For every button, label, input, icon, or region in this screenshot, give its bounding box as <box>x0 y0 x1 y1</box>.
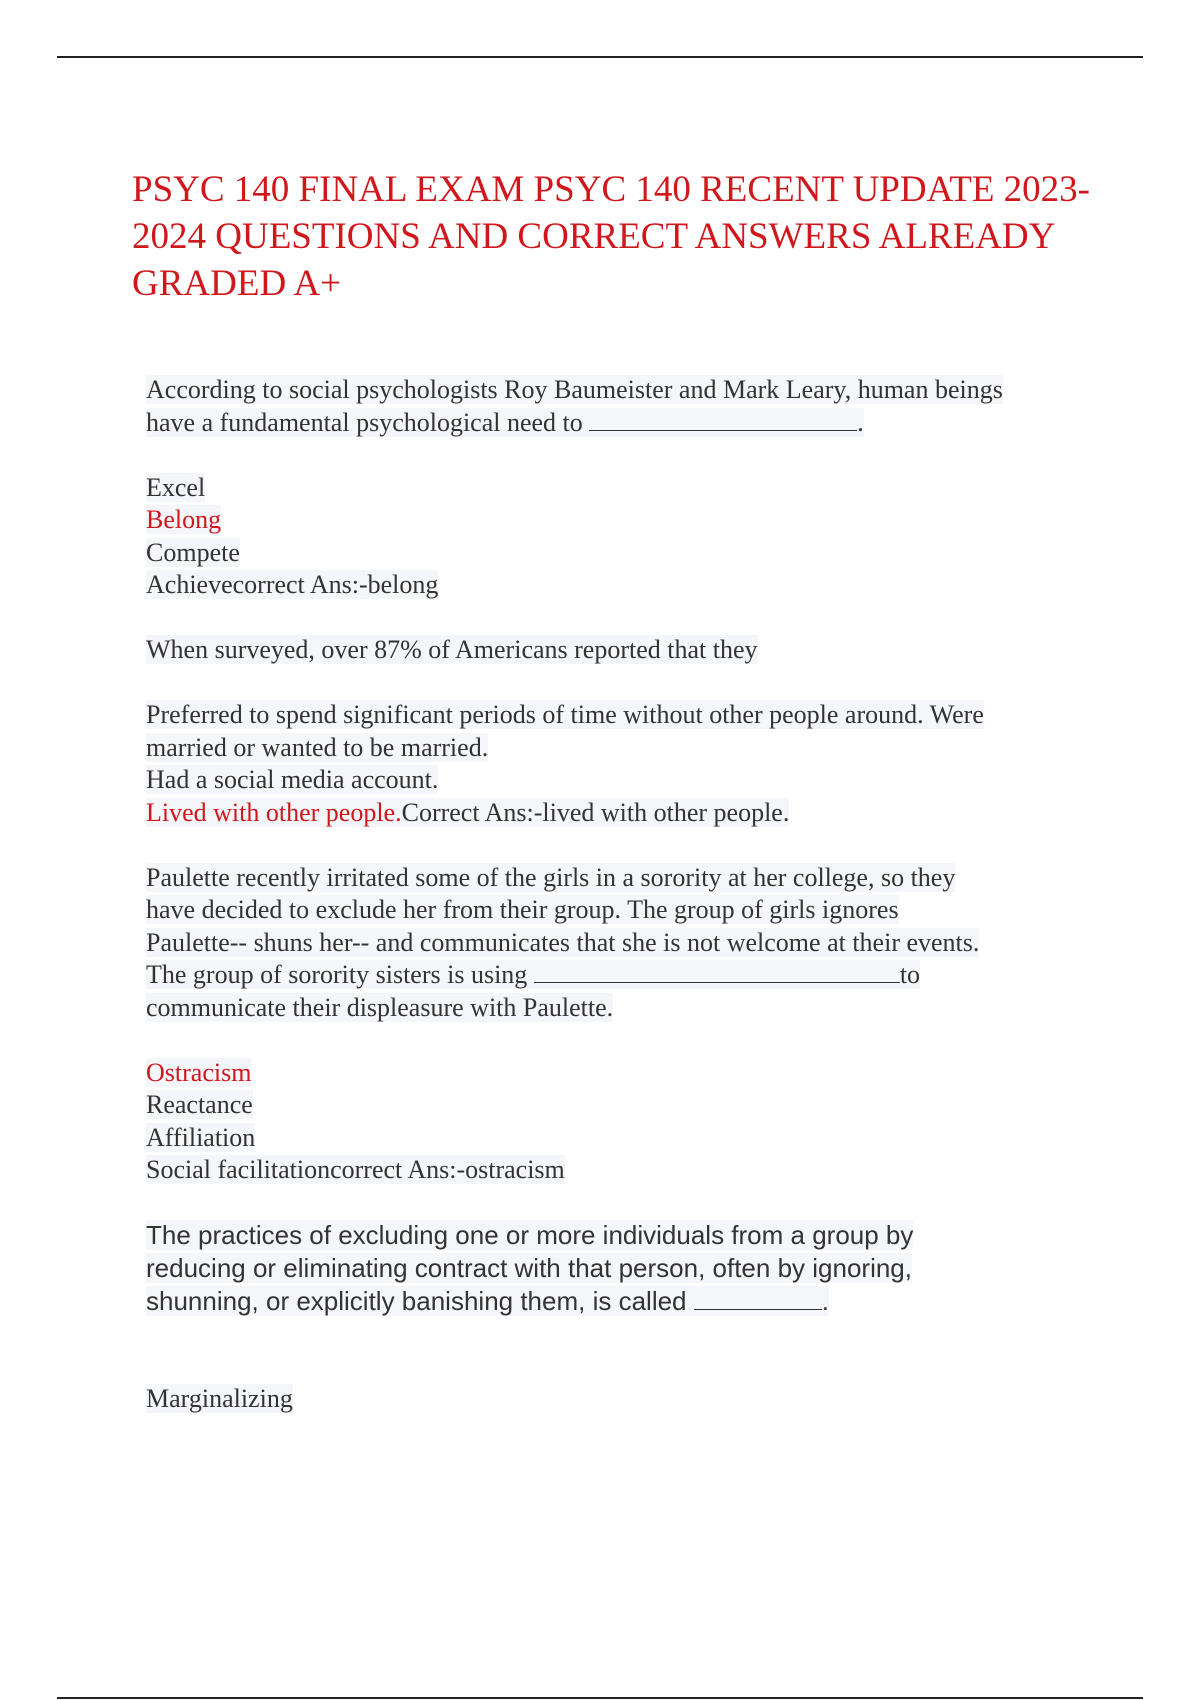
document-body <box>146 374 1106 1416</box>
question-2 <box>146 634 1106 829</box>
correct-answer-note: Correct Ans:-lived with other people. <box>401 797 790 827</box>
question-prompt: have a fundamental psychological need to <box>146 407 583 437</box>
correct-answer-option: Belong <box>146 505 222 534</box>
answer-option: Had a social media account. <box>146 765 439 794</box>
question-prompt: The practices of excluding one or more individuals from a group by <box>146 1220 914 1250</box>
answer-blank <box>534 981 900 983</box>
question-4: The practices of excluding one or more individuals from a group by reducing or eliminating contract with that person, often by ignoring, shunning, or explicitly banishing them, is called . <box>146 1220 914 1316</box>
answer-blank <box>589 429 857 431</box>
answer-option: Social facilitation <box>146 1155 331 1184</box>
correct-answer-option: Lived with other people. <box>146 797 402 827</box>
answer-option: Excel <box>146 472 206 502</box>
answer-option: Marginalizing <box>146 1384 293 1413</box>
footer-rule <box>57 1697 1143 1699</box>
answer-option: Reactance <box>146 1090 253 1119</box>
answer-option: Preferred to spend significant periods of time without other people around. Were <box>146 700 984 729</box>
question-prompt: When surveyed, over 87% of Americans reported that they <box>146 635 758 664</box>
answer-option: Achieve <box>146 570 233 599</box>
correct-answer-note: correct Ans:-belong <box>232 570 439 599</box>
answer-blank <box>694 1308 822 1310</box>
question-4-options <box>146 1383 1106 1416</box>
document-title: PSYC 140 FINAL EXAM PSYC 140 RECENT UPDATE 2023-2024 QUESTIONS AND CORRECT ANSWERS ALREADY GRADED A+ <box>132 169 1090 304</box>
answer-option: married or wanted to be married. <box>146 732 489 762</box>
header-rule <box>57 56 1143 58</box>
question-prompt: The group of sorority sisters is using <box>146 960 528 989</box>
answer-option: Compete <box>146 537 240 567</box>
question-prompt: have decided to exclude her from their group. The group of girls ignores <box>146 895 899 924</box>
question-prompt: Paulette recently irritated some of the girls in a sorority at her college, so they <box>146 862 956 892</box>
question-3: Paulette recently irritated some of the girls in a sorority at her college, so they have decided to exclude her from their group. The group of girls ignores Paulette-- shuns her-- and communicates that she is not welcome at their events. The group of sorority sisters is using to communicate their displeasure with Paulette. Ostracism Reactance Affiliation Social facilitationcorrect Ans:-ostracism <box>146 862 980 1184</box>
question-1: According to social psychologists Roy Baumeister and Mark Leary, human beings have a fundamental psychological need to . Excel Belong Compete Achievecorrect Ans:-belong <box>146 375 1003 599</box>
correct-answer-note: correct Ans:-ostracism <box>330 1155 565 1184</box>
question-prompt: communicate their displeasure with Paulette. <box>146 992 614 1022</box>
question-prompt: Paulette-- shuns her-- and communicates that she is not welcome at their events. <box>146 927 980 957</box>
question-prompt: reducing or eliminating contract with that person, often by ignoring, <box>146 1253 912 1283</box>
correct-answer-option: Ostracism <box>146 1057 252 1087</box>
question-prompt: According to social psychologists Roy Baumeister and Mark Leary, human beings <box>146 375 1003 404</box>
answer-option: Affiliation <box>146 1122 256 1152</box>
question-prompt: shunning, or explicitly banishing them, is called <box>146 1286 687 1316</box>
